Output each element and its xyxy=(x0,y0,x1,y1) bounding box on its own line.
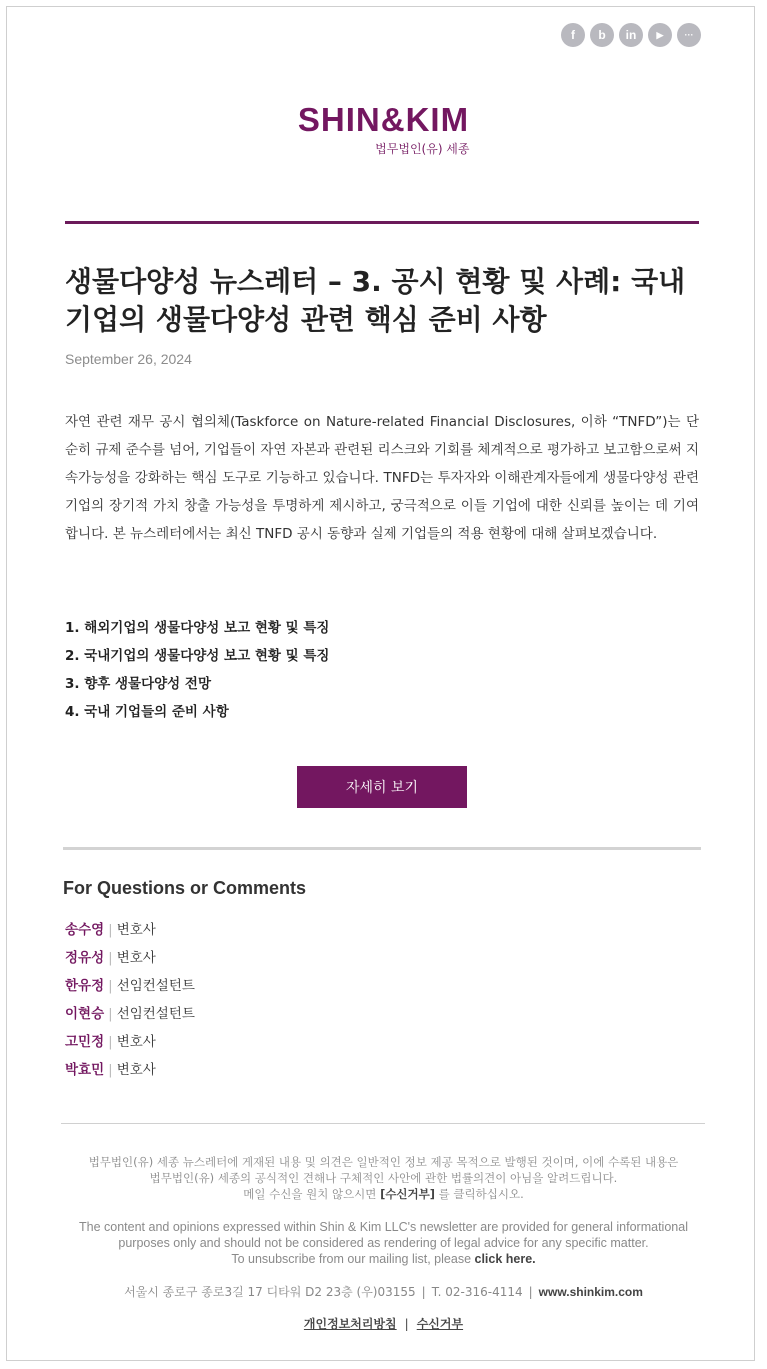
contact-separator: | xyxy=(108,1006,113,1022)
contact-separator: | xyxy=(108,1062,113,1078)
facebook-icon[interactable]: f xyxy=(561,23,585,47)
contact-title: 변호사 xyxy=(116,1034,156,1050)
toc-item: 2. 국내기업의 생물다양성 보고 현황 및 특징 xyxy=(65,648,330,664)
footer-separator: | xyxy=(404,1317,409,1331)
disclaimer-text: To unsubscribe from our mailing list, please xyxy=(231,1252,475,1266)
contact-item xyxy=(65,972,195,1000)
contact-item xyxy=(65,1028,195,1056)
toc-item: 3. 향후 생물다양성 전망 xyxy=(65,676,211,692)
disclaimer-text: 메일 수신을 원치 않으시면 xyxy=(243,1187,381,1201)
contact-heading: For Questions or Comments xyxy=(63,878,307,898)
toc-item: 1. 해외기업의 생물다양성 보고 현황 및 특징 xyxy=(65,620,330,636)
disclaimer-text: 법무법인(유) 세종의 공식적인 견해나 구체적인 사안에 관한 법률의견이 아님을 알려드립니다. xyxy=(149,1171,618,1185)
intro-paragraph: 자연 관련 재무 공시 협의체(Taskforce on Nature-related Financial Disclosures, 이하 “TNFD”)는 단순히 규제 준수를 넘어, 기업들이 자연 자본과 관련된 리스크와 기회를 체계적으로 평가하고 보고함으로써 지속가능성을 강화하는 핵심 도구로 기능하고 있습니다. TNFD는 투자자와 이해관계자들에게 생물다양성 관련 기업의 장기적 가치 창출 가능성을 투명하게 제시하고, 궁극적으로 이들 기업에 대한 신뢰를 높이는 데 기여합니다. 본 뉴스레터에서는 최신 TNFD 공시 동향과 실제 기업들의 적용 현황에 대해 살펴보겠습니다. xyxy=(65,414,700,542)
newsletter-title: 생물다양성 뉴스레터 – 3. 공시 현황 및 사례: 국내 기업의 생물다양성 관련 핵심 준비 사항 xyxy=(65,265,686,336)
phone-number: T. 02-316-4114 xyxy=(431,1285,523,1299)
contact-item xyxy=(65,944,195,972)
footer-divider xyxy=(61,1123,705,1124)
contact-title: 변호사 xyxy=(116,922,156,938)
privacy-policy-link[interactable]: 개인정보처리방침 xyxy=(303,1317,397,1331)
contact-name[interactable]: 정유성 xyxy=(65,950,105,966)
contact-item xyxy=(65,1000,195,1028)
disclaimer-text: 법무법인(유) 세종 뉴스레터에 게재된 내용 및 의견은 일반적인 정보 제공 목적으로 발행된 것이며, 이에 수록된 내용은 xyxy=(88,1155,679,1169)
social-links xyxy=(561,23,701,47)
disclaimer-text: purposes only and should not be considered as rendering of legal advice for any specific matter. xyxy=(118,1236,649,1250)
contact-name[interactable]: 이현승 xyxy=(65,1006,105,1022)
publish-date: September 26, 2024 xyxy=(65,351,192,367)
contact-title: 선임컨설턴트 xyxy=(116,1006,195,1022)
header-divider xyxy=(65,221,699,224)
contact-name[interactable]: 박효민 xyxy=(65,1062,105,1078)
footer-separator: | xyxy=(528,1285,533,1299)
footer-links xyxy=(40,1315,727,1332)
contact-separator: | xyxy=(108,978,113,994)
contact-name[interactable]: 한유정 xyxy=(65,978,105,994)
youtube-icon[interactable]: ▶ xyxy=(648,23,672,47)
footer-separator: | xyxy=(421,1285,426,1299)
contact-separator: | xyxy=(108,950,113,966)
contact-title: 변호사 xyxy=(116,1062,156,1078)
logo-wordmark: SHIN&KIM xyxy=(297,101,470,138)
disclaimer-text: 를 클릭하십시오. xyxy=(435,1187,524,1201)
street-address: 서울시 종로구 종로3길 17 디타워 D2 23층 (우)03155 xyxy=(124,1285,416,1299)
contact-separator: | xyxy=(108,1034,113,1050)
contact-item xyxy=(65,1056,195,1084)
company-address xyxy=(40,1283,727,1300)
blog-icon[interactable]: b xyxy=(590,23,614,47)
unsubscribe-link[interactable]: 수신거부 xyxy=(416,1317,464,1331)
contact-name[interactable]: 고민정 xyxy=(65,1034,105,1050)
contact-title: 변호사 xyxy=(116,950,156,966)
contact-list xyxy=(65,916,195,1084)
unsubscribe-link-ko[interactable]: [수신거부] xyxy=(380,1187,436,1201)
disclaimer-text: The content and opinions expressed within Shin & Kim LLC's newsletter are provided for general informational xyxy=(79,1220,688,1234)
shin-kim-logo[interactable] xyxy=(0,102,767,157)
korean-disclaimer xyxy=(40,1154,727,1202)
contact-item xyxy=(65,916,195,944)
section-divider xyxy=(63,847,701,850)
contact-title: 선임컨설턴트 xyxy=(116,978,195,994)
website-link[interactable]: www.shinkim.com xyxy=(538,1285,643,1299)
kakao-icon[interactable]: ··· xyxy=(677,23,701,47)
english-disclaimer xyxy=(40,1219,727,1267)
table-of-contents xyxy=(65,614,329,726)
contact-name[interactable]: 송수영 xyxy=(65,922,105,938)
linkedin-icon[interactable]: in xyxy=(619,23,643,47)
logo-korean-name: 법무법인(유) 세종 xyxy=(375,142,470,156)
read-more-button[interactable]: 자세히 보기 xyxy=(297,766,467,808)
contact-separator: | xyxy=(108,922,113,938)
toc-item: 4. 국내 기업들의 준비 사항 xyxy=(65,704,229,720)
unsubscribe-link-en[interactable]: click here. xyxy=(474,1252,536,1266)
